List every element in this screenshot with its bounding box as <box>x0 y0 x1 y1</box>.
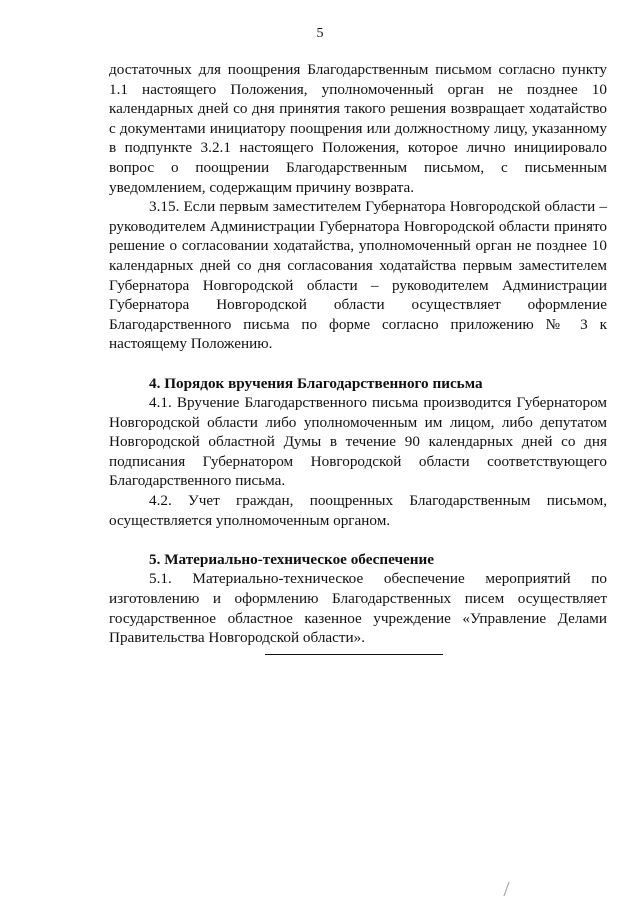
section-4-heading: 4. Порядок вручения Благодарственного письма <box>149 374 483 392</box>
paragraph-4-2: 4.2. Учет граждан, поощренных Благодарственным письмом, осуществляется уполномоченным органом. <box>109 492 607 529</box>
section-5-heading: 5. Материально-техническое обеспечение <box>149 550 435 568</box>
paragraph-5-1: 5.1. Материально-техническое обеспечение мероприятий по изготовлению и оформлению Благодарственных писем осуществляет государственное областное казенное учреждение «Управление Делами Правительства Новгородской области». <box>109 570 607 647</box>
document-body <box>109 60 607 648</box>
paragraph-continuation: достаточных для поощрения Благодарственным письмом согласно пункту 1.1 настоящего Положения, уполномоченный орган не позднее 10 календарных дней со дня принятия такого решения возвращает ходатайство с документами инициатору поощрения или должностному лицу, указанному в подпункте 3.2.1 настоящего Положения, которое лично инициировало вопрос о поощрении Благодарственным письмом, с письменным уведомлением, содержащим причину возврата. <box>109 61 607 196</box>
page-number: 5 <box>316 26 324 41</box>
section-gap <box>109 354 607 374</box>
scan-mark <box>503 882 517 896</box>
end-of-document-rule <box>265 654 443 655</box>
paragraph-4-1: 4.1. Вручение Благодарственного письма производится Губернатором Новгородской области либо уполномоченным им лицом, либо депутатом Новгородской областной Думы в течение 90 календарных дней со дня подписания Губернатором Новгородской области соответствующего Благодарственного письма. <box>109 394 607 490</box>
paragraph-3-15: 3.15. Если первым заместителем Губернатора Новгородской области – руководителем Администрации Губернатора Новгородской области принято решение о согласовании ходатайства, уполномоченный орган не позднее 10 календарных дней со дня согласования ходатайства первым заместителем Губернатора Новгородской области – руководителем Администрации Губернатора Новгородской области осуществляет оформление Благодарственного письма по форме согласно приложению № 3 к настоящему Положению. <box>109 198 607 353</box>
section-gap <box>109 530 607 550</box>
